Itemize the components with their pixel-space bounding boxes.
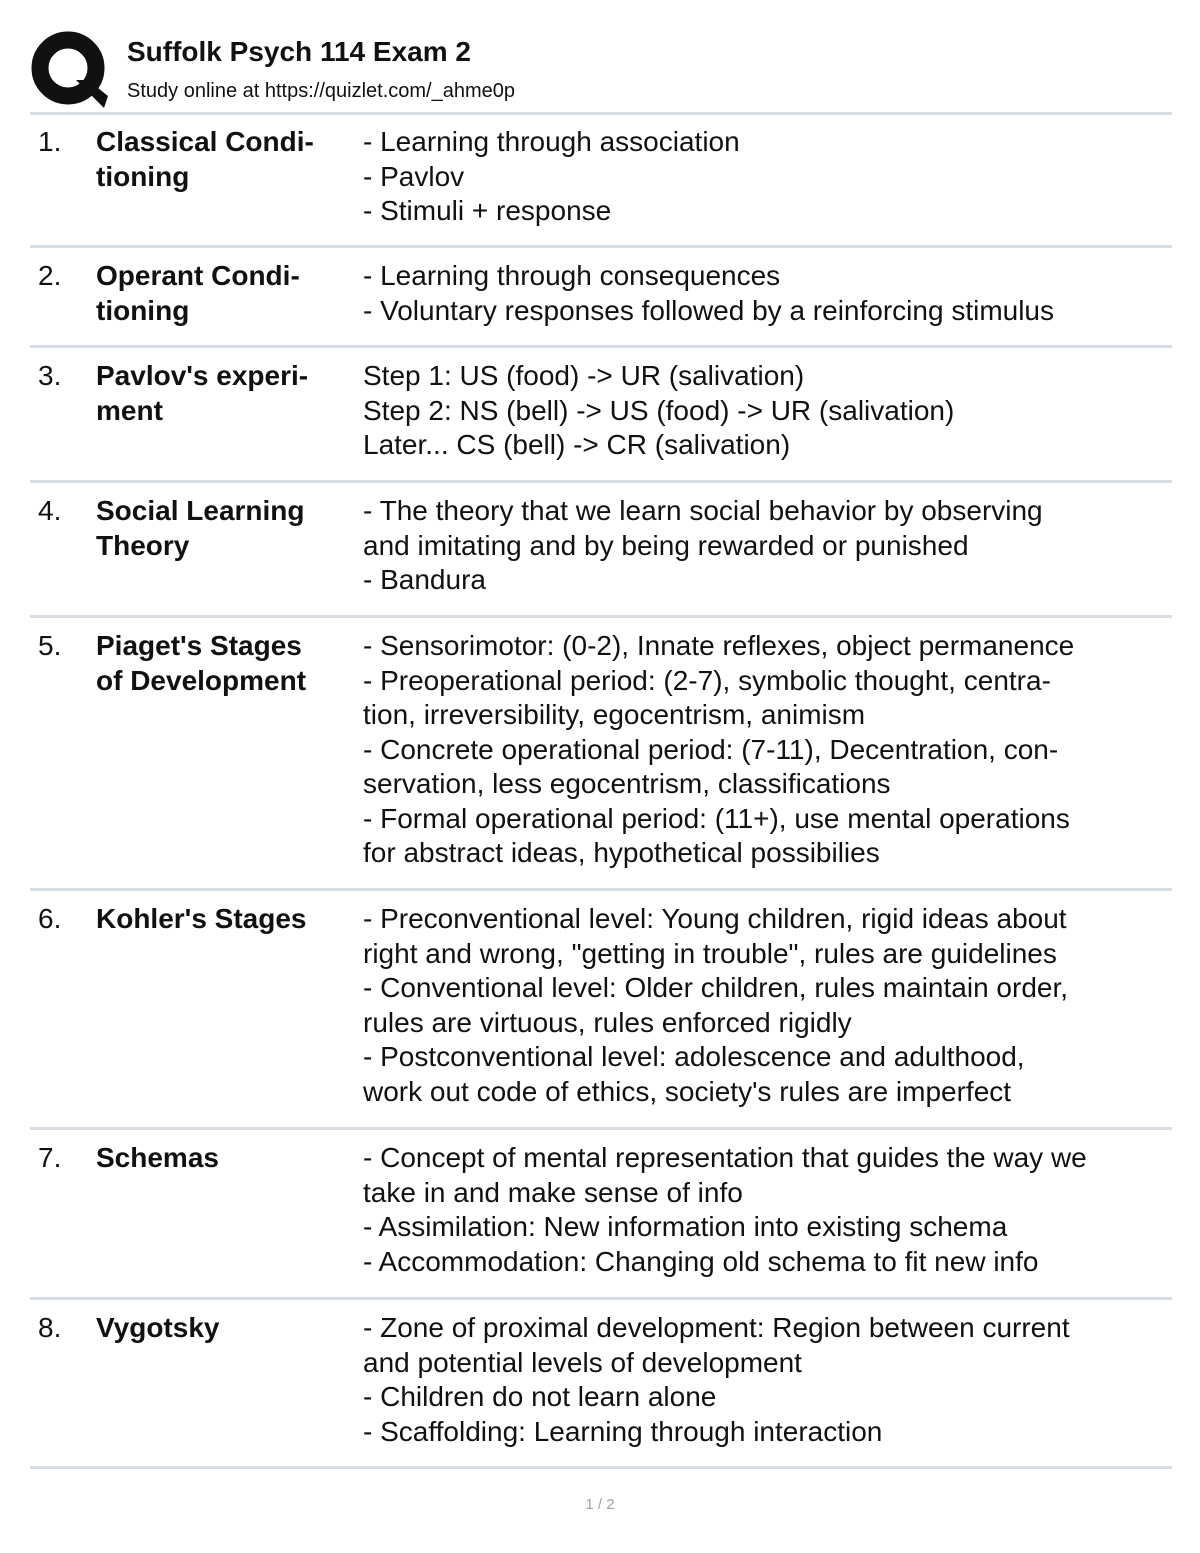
card-number: 3.	[38, 360, 62, 391]
page-indicator: 1 / 2	[585, 1496, 615, 1513]
card-term: Classical Condi- tioning	[96, 126, 314, 192]
divider	[30, 1466, 1172, 1469]
card-term: Schemas	[96, 1142, 219, 1173]
document-header	[30, 28, 1172, 112]
card-number: 8.	[38, 1312, 62, 1343]
card-definition: - Concept of mental representation that guides the way we take in and make sense of info - Assimilation: New information into existing schema - Accommodation: Changing old schema to fit new info	[363, 1142, 1087, 1277]
divider	[30, 245, 1172, 248]
divider	[30, 1297, 1172, 1300]
study-online-link[interactable]: Study online at https://quizlet.com/_ahme0p	[127, 80, 516, 102]
card-definition: - Sensorimotor: (0-2), Innate reflexes, object permanence - Preoperational period: (2-7), symbolic thought, centra- tion, irreversibility, egocentrism, animism - Concrete operational period: (7-11), Decentration, con- servation, less egocentrism, classifications - Formal operational period: (11+), use mental operations for abstract ideas, hypothetical possibilies	[363, 630, 1075, 868]
card-number: 6.	[38, 903, 62, 934]
divider	[30, 112, 1172, 115]
card-number: 2.	[38, 260, 62, 291]
divider	[30, 480, 1172, 483]
divider	[30, 615, 1172, 618]
card-number: 7.	[38, 1142, 62, 1173]
card-term: Kohler's Stages	[96, 903, 307, 934]
card-number: 5.	[38, 630, 62, 661]
card-definition: - Learning through consequences - Voluntary responses followed by a reinforcing stimulus	[363, 260, 1055, 326]
card-term: Pavlov's experi- ment	[96, 360, 309, 426]
card-definition: - Learning through association - Pavlov - Stimuli + response	[363, 126, 740, 226]
divider	[30, 888, 1172, 891]
card-term: Piaget's Stages of Development	[96, 630, 307, 696]
card-definition: - Preconventional level: Young children, rigid ideas about right and wrong, "getting in trouble", rules are guidelines - Conventional level: Older children, rules maintain order, rules are virtuous, rules enforced rigidly - Postconventional level: adolescence and adulthood, work out code of ethics, society's rules are imperfect	[363, 903, 1069, 1107]
card-number: 1.	[38, 126, 62, 157]
card-term: Vygotsky	[96, 1312, 220, 1343]
page-title: Suffolk Psych 114 Exam 2	[127, 36, 471, 67]
divider	[30, 345, 1172, 348]
card-definition: Step 1: US (food) -> UR (salivation) Step 2: NS (bell) -> US (food) -> UR (salivation) Later... CS (bell) -> CR (salivation)	[363, 360, 955, 460]
card-definition: - The theory that we learn social behavior by observing and imitating and by being rewarded or punished - Bandura	[363, 495, 1043, 595]
quizlet-logo-icon	[30, 30, 110, 110]
card-number: 4.	[38, 495, 62, 526]
card-term: Operant Condi- tioning	[96, 260, 300, 326]
card-term: Social Learning Theory	[96, 495, 305, 561]
card-definition: - Zone of proximal development: Region between current and potential levels of development - Children do not learn alone - Scaffolding: Learning through interaction	[363, 1312, 1070, 1447]
divider	[30, 1127, 1172, 1130]
